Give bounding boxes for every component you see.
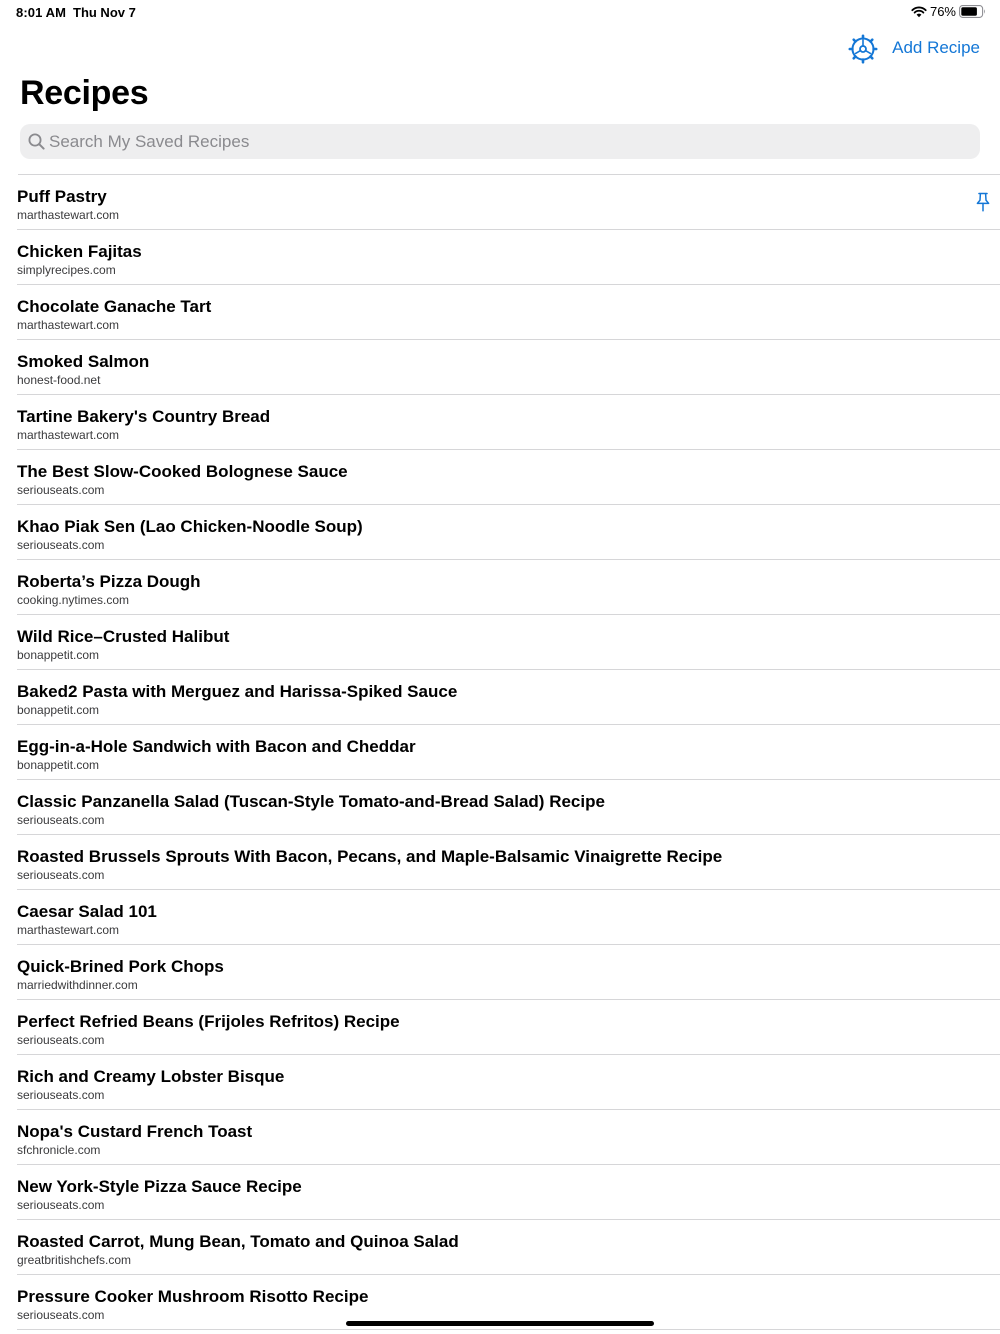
- recipe-row[interactable]: [17, 450, 1000, 505]
- recipe-title: Pressure Cooker Mushroom Risotto Recipe: [17, 1287, 369, 1306]
- recipe-title: Khao Piak Sen (Lao Chicken-Noodle Soup): [17, 517, 363, 536]
- recipe-row[interactable]: [17, 505, 1000, 560]
- recipe-source: seriouseats.com: [17, 483, 105, 497]
- recipe-row[interactable]: [17, 615, 1000, 670]
- navigation-bar: [0, 28, 1000, 72]
- recipe-title: Smoked Salmon: [17, 352, 150, 371]
- status-indicators: [911, 4, 986, 19]
- battery-icon: [959, 5, 986, 18]
- gear-icon[interactable]: [848, 34, 878, 64]
- recipe-row[interactable]: [17, 780, 1000, 835]
- recipe-row[interactable]: [17, 340, 1000, 395]
- recipe-row[interactable]: [17, 835, 1000, 890]
- recipe-title: Perfect Refried Beans (Frijoles Refritos) Recipe: [17, 1012, 400, 1031]
- battery-percent: 76%: [929, 4, 956, 19]
- recipe-title: Roberta’s Pizza Dough: [17, 572, 201, 591]
- recipe-row[interactable]: [17, 1110, 1000, 1165]
- recipe-source: marthastewart.com: [17, 318, 120, 332]
- recipe-title: Chocolate Ganache Tart: [17, 297, 212, 316]
- recipe-row[interactable]: [17, 945, 1000, 1000]
- recipe-title: New York-Style Pizza Sauce Recipe: [17, 1177, 302, 1196]
- recipe-source: marthastewart.com: [17, 923, 120, 937]
- page-title: Recipes: [20, 74, 149, 112]
- recipe-row[interactable]: [17, 1165, 1000, 1220]
- recipe-source: marthastewart.com: [17, 428, 120, 442]
- status-time: 8:01 AM: [16, 5, 67, 20]
- recipe-title: Tartine Bakery's Country Bread: [17, 407, 271, 426]
- recipe-title: Caesar Salad 101: [17, 902, 157, 921]
- wifi-icon: [911, 6, 927, 18]
- recipe-source: bonappetit.com: [17, 758, 100, 772]
- recipe-title: Puff Pastry: [17, 187, 107, 206]
- recipe-source: seriouseats.com: [17, 1088, 105, 1102]
- recipe-title: Wild Rice–Crusted Halibut: [17, 627, 230, 646]
- recipe-source: seriouseats.com: [17, 1198, 105, 1212]
- recipe-row[interactable]: [17, 285, 1000, 340]
- recipe-source: seriouseats.com: [17, 813, 105, 827]
- recipe-title: The Best Slow-Cooked Bolognese Sauce: [17, 462, 348, 481]
- recipe-row[interactable]: [17, 1220, 1000, 1275]
- recipe-row[interactable]: [17, 395, 1000, 450]
- recipe-row[interactable]: [17, 1000, 1000, 1055]
- recipe-title: Rich and Creamy Lobster Bisque: [17, 1067, 285, 1086]
- recipe-source: seriouseats.com: [17, 1033, 105, 1047]
- recipe-source: seriouseats.com: [17, 1308, 105, 1322]
- recipe-row[interactable]: [17, 670, 1000, 725]
- search-input[interactable]: [48, 124, 969, 159]
- recipe-source: marthastewart.com: [17, 208, 120, 222]
- recipe-title: Baked2 Pasta with Merguez and Harissa-Spiked Sauce: [17, 682, 458, 701]
- search-icon: [28, 133, 45, 150]
- recipe-title: Nopa's Custard French Toast: [17, 1122, 253, 1141]
- status-bar: [0, 0, 1000, 24]
- recipe-row[interactable]: [17, 890, 1000, 945]
- recipe-source: bonappetit.com: [17, 703, 100, 717]
- recipe-title: Classic Panzanella Salad (Tuscan-Style Tomato-and-Bread Salad) Recipe: [17, 792, 605, 811]
- recipe-source: simplyrecipes.com: [17, 263, 116, 277]
- add-recipe-button[interactable]: Add Recipe: [892, 38, 980, 57]
- pin-icon[interactable]: [975, 192, 991, 212]
- recipe-title: Roasted Brussels Sprouts With Bacon, Pecans, and Maple-Balsamic Vinaigrette Recipe: [17, 847, 723, 866]
- recipe-source: bonappetit.com: [17, 648, 100, 662]
- search-bar[interactable]: [20, 124, 980, 159]
- recipe-row[interactable]: [17, 175, 1000, 230]
- recipe-title: Chicken Fajitas: [17, 242, 142, 261]
- recipe-source: seriouseats.com: [17, 868, 105, 882]
- recipe-source: honest-food.net: [17, 373, 101, 387]
- recipe-source: cooking.nytimes.com: [17, 593, 130, 607]
- recipe-row[interactable]: [17, 560, 1000, 615]
- recipe-row[interactable]: [17, 230, 1000, 285]
- status-date: Thu Nov 7: [73, 5, 136, 20]
- recipe-row[interactable]: [17, 1055, 1000, 1110]
- recipe-source: greatbritishchefs.com: [17, 1253, 132, 1267]
- recipe-row[interactable]: [17, 725, 1000, 780]
- home-indicator: [346, 1321, 654, 1326]
- recipe-source: marriedwithdinner.com: [17, 978, 138, 992]
- recipe-title: Egg-in-a-Hole Sandwich with Bacon and Cheddar: [17, 737, 416, 756]
- recipe-title: Roasted Carrot, Mung Bean, Tomato and Quinoa Salad: [17, 1232, 459, 1251]
- recipe-source: seriouseats.com: [17, 538, 105, 552]
- recipe-list: [0, 174, 1000, 1330]
- recipe-source: sfchronicle.com: [17, 1143, 101, 1157]
- recipe-title: Quick-Brined Pork Chops: [17, 957, 224, 976]
